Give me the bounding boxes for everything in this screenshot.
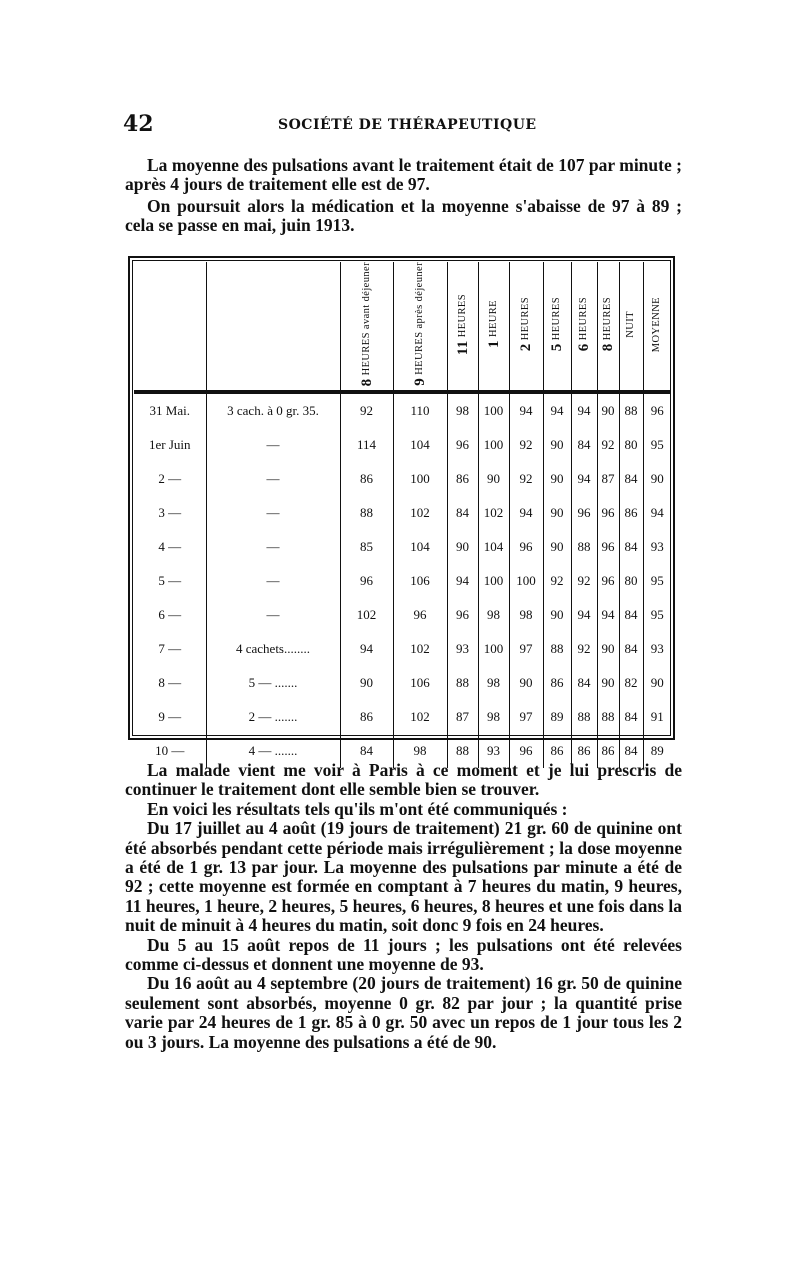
pulse-value-cell: 92	[597, 428, 619, 462]
pulse-value-cell: 84	[619, 632, 643, 666]
pulse-value-cell: 86	[543, 666, 571, 700]
pulse-value-cell: 91	[643, 700, 671, 734]
column-header	[543, 262, 571, 392]
pulse-value-cell: 93	[643, 530, 671, 564]
dose-cell: —	[206, 496, 340, 530]
table-row	[134, 632, 671, 666]
column-hour-label: HEURES	[520, 297, 531, 341]
pulse-value-cell: 100	[478, 428, 509, 462]
column-hour-label: HEURES	[456, 293, 468, 337]
pulse-value-cell: 94	[509, 392, 543, 428]
table-body	[134, 392, 671, 768]
pulse-value-cell: 86	[597, 734, 619, 768]
dose-cell: 4 cachets........	[206, 632, 340, 666]
pulse-value-cell: 86	[340, 700, 393, 734]
column-hour-label: HEURES	[551, 297, 562, 341]
column-hour-label: HEURES avant déjeuner	[360, 262, 372, 376]
column-header-label	[578, 297, 590, 351]
pulse-value-cell: 104	[393, 428, 447, 462]
pulse-value-cell: 86	[447, 462, 478, 496]
paragraph	[125, 156, 682, 195]
date-cell: 1er Juin	[148, 437, 191, 453]
pulse-value-cell: 84	[619, 462, 643, 496]
column-header-label	[625, 311, 637, 338]
pulse-value-cell: 97	[509, 700, 543, 734]
table-row	[134, 530, 671, 564]
pulse-value-cell: 92	[543, 564, 571, 598]
pulse-value-cell: 90	[509, 666, 543, 700]
table-row	[134, 462, 671, 496]
dose-cell: 2 — .......	[206, 700, 340, 734]
pulse-value-cell: 85	[340, 530, 393, 564]
pulse-value-cell: 82	[619, 666, 643, 700]
pulse-value-cell: 96	[340, 564, 393, 598]
pulse-value-cell: 90	[543, 496, 571, 530]
dose-cell: 3 cach. à 0 gr. 35.	[206, 392, 340, 428]
pulse-value-cell: 94	[643, 496, 671, 530]
pulse-value-cell: 84	[619, 700, 643, 734]
pulse-value-cell: 106	[393, 666, 447, 700]
pulse-value-cell: 84	[571, 428, 597, 462]
column-header	[393, 262, 447, 392]
table-row	[134, 598, 671, 632]
pulse-value-cell: 94	[509, 496, 543, 530]
pulse-value-cell: 89	[643, 734, 671, 768]
pulse-value-cell: 87	[447, 700, 478, 734]
pulse-value-cell: 87	[597, 462, 619, 496]
column-hour-number: 11	[454, 339, 471, 355]
pulse-value-cell: 95	[643, 428, 671, 462]
pulse-value-cell: 80	[619, 564, 643, 598]
date-cell: 7 —	[158, 641, 182, 657]
table-row	[134, 666, 671, 700]
dose-cell: 4 — .......	[206, 734, 340, 768]
pulse-value-cell: 90	[543, 462, 571, 496]
column-header-label	[454, 293, 471, 355]
running-title: SOCIÉTÉ DE THÉRAPEUTIQUE	[278, 117, 537, 133]
pulse-value-cell: 84	[340, 734, 393, 768]
pulse-value-cell: 84	[619, 734, 643, 768]
pulse-value-cell: 84	[619, 530, 643, 564]
date-cell: 2 —	[158, 471, 182, 487]
pulse-value-cell: 102	[393, 496, 447, 530]
pulse-value-cell: 96	[597, 530, 619, 564]
pulse-value-cell: 90	[478, 462, 509, 496]
table-row	[134, 392, 671, 428]
paragraph-text: Du 5 au 15 août repos de 11 jours ; les pulsations ont été relevées comme ci-dessus et donnent une moyenne de 93.	[125, 934, 682, 975]
pulse-value-cell: 106	[393, 564, 447, 598]
pulse-value-cell: 98	[478, 700, 509, 734]
pulse-value-cell: 94	[340, 632, 393, 666]
pulse-value-cell: 80	[619, 428, 643, 462]
pulse-value-cell: 90	[597, 632, 619, 666]
table-row	[134, 564, 671, 598]
pulse-value-cell: 93	[478, 734, 509, 768]
pulse-value-cell: 100	[478, 632, 509, 666]
date-cell: 31 Mai.	[149, 403, 190, 419]
pulse-value-cell: 96	[393, 598, 447, 632]
column-header	[571, 262, 597, 392]
pulse-value-cell: 88	[571, 700, 597, 734]
pulse-value-cell: 88	[597, 700, 619, 734]
pulse-value-cell: 90	[543, 598, 571, 632]
pulse-value-cell: 102	[478, 496, 509, 530]
pulse-value-cell: 100	[393, 462, 447, 496]
column-header-label	[485, 300, 502, 349]
pulse-value-cell: 110	[393, 392, 447, 428]
pulse-value-cell: 97	[509, 632, 543, 666]
pulse-value-cell: 93	[643, 632, 671, 666]
pulse-value-cell: 88	[543, 632, 571, 666]
paragraph-text: Du 16 août au 4 septembre (20 jours de traitement) 16 gr. 50 de quinine seulement sont absorbés, moyenne 0 gr. 82 par jour ; la quantité prise varie par 24 heures de 1 gr. 85 à 0 gr. 50 avec un repos de 1 jour tous les 2 ou 3 jours. La moyenne des pulsations a été de 90.	[125, 973, 682, 1052]
pulse-value-cell: 90	[597, 666, 619, 700]
pulse-value-cell: 84	[571, 666, 597, 700]
table-row	[134, 428, 671, 462]
pulse-value-cell: 96	[447, 428, 478, 462]
date-cell: 6 —	[158, 607, 182, 623]
pulse-value-cell: 94	[571, 462, 597, 496]
pulse-value-cell: 90	[543, 530, 571, 564]
column-header	[340, 262, 393, 392]
pulse-value-cell: 88	[340, 496, 393, 530]
pulse-value-cell: 86	[619, 496, 643, 530]
pulse-value-cell: 98	[478, 666, 509, 700]
pulse-value-cell: 98	[509, 598, 543, 632]
pulse-value-cell: 98	[393, 734, 447, 768]
pulse-value-cell: 98	[478, 598, 509, 632]
date-cell: 3 —	[158, 505, 182, 521]
column-hour-label: HEURE	[487, 300, 499, 338]
pulse-value-cell: 95	[643, 564, 671, 598]
pulse-table-frame	[128, 256, 675, 759]
paragraph-text: On poursuit alors la médication et la moyenne s'abaisse de 97 à 89 ; cela se passe en mai, juin 1913.	[125, 196, 682, 236]
pulse-value-cell: 98	[447, 392, 478, 428]
pulse-value-cell: 94	[571, 598, 597, 632]
date-cell: 4 —	[158, 539, 182, 555]
dose-cell: —	[206, 462, 340, 496]
date-cell: 10 —	[155, 743, 185, 759]
paragraph	[125, 197, 682, 236]
column-header	[643, 262, 671, 392]
column-hour-number: 8	[358, 378, 375, 387]
page-number: 42	[123, 111, 154, 137]
table-row	[134, 700, 671, 734]
pulse-value-cell: 100	[509, 564, 543, 598]
pulse-value-cell: 89	[543, 700, 571, 734]
column-hour-number: 2	[518, 343, 534, 352]
column-header-label	[520, 297, 532, 351]
column-header	[509, 262, 543, 392]
dose-cell: 5 — .......	[206, 666, 340, 700]
column-header-label	[414, 262, 426, 386]
column-header-label	[358, 262, 375, 387]
pulse-value-cell: 96	[447, 598, 478, 632]
pulse-value-cell: 92	[509, 462, 543, 496]
pulse-value-cell: 84	[447, 496, 478, 530]
column-hour-number: 9	[412, 378, 428, 387]
pulse-value-cell: 84	[619, 598, 643, 632]
column-hour-label: HEURES	[578, 297, 589, 341]
pulse-value-cell: 94	[571, 392, 597, 428]
paragraph-text: Du 17 juillet au 4 août (19 jours de traitement) 21 gr. 60 de quinine ont été absorbés pendant cette période mais irrégulièrement ; la dose moyenne a été de 1 gr. 13 par jour. La moyenne des pulsations par minute a été de 92 ; cette moyenne est formée en comptant à 7 heures du matin, 9 heures, 11 heures, 1 heure, 2 heures, 5 heures, 6 heures, 8 heures et une fois dans la nuit de minuit à 4 heures du matin, soit donc 9 fois en 24 heures.	[125, 818, 682, 936]
pulse-value-cell: 102	[393, 632, 447, 666]
column-hour-number: 8	[600, 343, 616, 352]
column-hour-number: 1	[485, 340, 502, 349]
pulse-value-cell: 96	[509, 530, 543, 564]
date-cell: 8 —	[158, 675, 182, 691]
column-header	[206, 262, 340, 392]
pulse-value-cell: 88	[447, 666, 478, 700]
pulse-value-cell: 92	[571, 632, 597, 666]
column-hour-label: HEURES	[602, 297, 613, 341]
pulse-value-cell: 90	[643, 462, 671, 496]
pulse-table	[134, 262, 671, 768]
pulse-value-cell: 104	[393, 530, 447, 564]
pulse-value-cell: 96	[643, 392, 671, 428]
dose-cell: —	[206, 564, 340, 598]
column-header-label	[551, 297, 563, 351]
pulse-value-cell: 94	[543, 392, 571, 428]
column-hour-label: NUIT	[625, 310, 636, 338]
pulse-value-cell: 93	[447, 632, 478, 666]
paragraph-text: La malade vient me voir à Paris à ce moment et je lui prescris de continuer le traitement dont elle semble bien se trouver.	[125, 760, 682, 800]
pulse-value-cell: 104	[478, 530, 509, 564]
pulse-value-cell: 96	[509, 734, 543, 768]
pulse-value-cell: 92	[571, 564, 597, 598]
paragraph-group	[125, 761, 682, 1052]
pulse-value-cell: 96	[571, 496, 597, 530]
pulse-value-cell: 95	[643, 598, 671, 632]
dose-cell: —	[206, 530, 340, 564]
dose-cell: —	[206, 428, 340, 462]
column-header	[134, 262, 206, 392]
pulse-value-cell: 90	[597, 392, 619, 428]
pulse-value-cell: 88	[571, 530, 597, 564]
table-header-row	[134, 262, 671, 392]
column-header	[619, 262, 643, 392]
column-header	[478, 262, 509, 392]
dose-cell: —	[206, 598, 340, 632]
date-cell: 5 —	[158, 573, 182, 589]
column-hour-label: HEURES après déjeuner	[414, 262, 425, 376]
pulse-value-cell: 96	[597, 564, 619, 598]
table-row	[134, 496, 671, 530]
pulse-value-cell: 102	[393, 700, 447, 734]
pulse-value-cell: 102	[340, 598, 393, 632]
pulse-value-cell: 94	[447, 564, 478, 598]
column-hour-number: 5	[549, 343, 565, 352]
pulse-value-cell: 90	[447, 530, 478, 564]
date-cell: 9 —	[158, 709, 182, 725]
pulse-value-cell: 90	[643, 666, 671, 700]
column-header-label	[602, 297, 614, 351]
pulse-value-cell: 90	[340, 666, 393, 700]
pulse-value-cell: 100	[478, 564, 509, 598]
column-header	[597, 262, 619, 392]
column-header-label	[651, 297, 663, 352]
pulse-value-cell: 92	[509, 428, 543, 462]
column-header	[447, 262, 478, 392]
pulse-value-cell: 88	[619, 392, 643, 428]
pulse-value-cell: 94	[597, 598, 619, 632]
pulse-value-cell: 96	[597, 496, 619, 530]
pulse-value-cell: 86	[543, 734, 571, 768]
column-hour-label: MOYENNE	[651, 296, 663, 352]
column-hour-number: 6	[576, 343, 592, 352]
paragraph-text: La moyenne des pulsations avant le traitement était de 107 par minute ; après 4 jours de traitement elle est de 97.	[125, 155, 682, 195]
pulse-value-cell: 100	[478, 392, 509, 428]
pulse-value-cell: 90	[543, 428, 571, 462]
paragraph-text: En voici les résultats tels qu'ils m'ont été communiqués :	[147, 798, 568, 819]
pulse-value-cell: 86	[571, 734, 597, 768]
pulse-value-cell: 92	[340, 392, 393, 428]
pulse-value-cell: 88	[447, 734, 478, 768]
pulse-value-cell: 86	[340, 462, 393, 496]
pulse-value-cell: 114	[340, 428, 393, 462]
